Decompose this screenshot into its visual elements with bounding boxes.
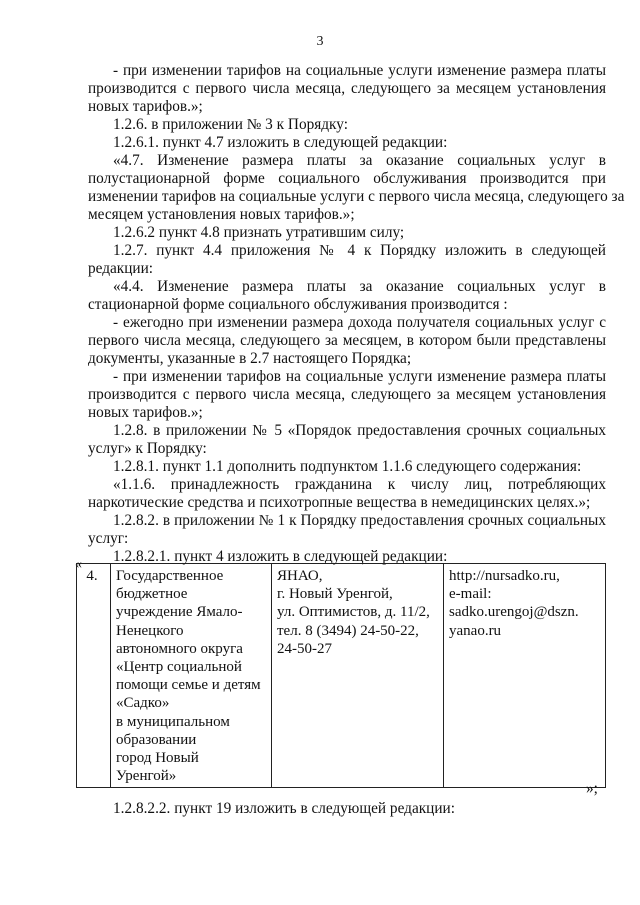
text-line: документы, указанные в 2.7 настоящего Порядка; — [88, 350, 412, 367]
text-line: «4.4. Изменение размера платы за оказание социальных услуг в — [113, 278, 606, 295]
close-quote: »; — [586, 780, 598, 797]
text-line: 1.2.8.1. пункт 1.1 дополнить подпунктом 1.1.6 следующего содержания: — [113, 458, 582, 475]
text-line: производится с первого числа месяца, следующего за месяцем установления — [88, 80, 606, 97]
text-line: производится с первого числа месяца, следующего за месяцем установления — [88, 386, 606, 403]
text-line: 1.2.7. пункт 4.4 приложения № 4 к Порядку изложить в следующей — [113, 242, 606, 259]
row-number-cell: 4. — [77, 564, 111, 788]
text-line: - при изменении тарифов на социальные услуги изменение размера платы — [113, 62, 606, 79]
text-line: 1.2.8.2.1. пункт 4 изложить в следующей редакции: — [113, 548, 448, 565]
address-cell: ЯНАО, г. Новый Уренгой, ул. Оптимистов, д. 11/2, тел. 8 (3494) 24-50-22, 24-50-27 — [272, 564, 444, 788]
contacts-cell: http://nursadko.ru, e-mail: sadko.urengoj@dszn. yanao.ru — [444, 564, 606, 788]
text-line: первого числа месяца, следующего за месяцем, в котором были представлены — [88, 332, 606, 349]
text-line: изменении тарифов на социальные услуги с первого числа месяца, следующего за — [88, 188, 625, 205]
text-line: 1.2.6. в приложении № 3 к Порядку: — [113, 116, 348, 133]
text-line: 1.2.6.2 пункт 4.8 признать утратившим силу; — [113, 224, 405, 241]
text-line: стационарной форме социального обслуживания производится : — [88, 296, 508, 313]
table-row — [77, 564, 606, 788]
text-line: услуг» к Порядку: — [88, 440, 207, 457]
text-line: 1.2.8. в приложении № 5 «Порядок предоставления срочных социальных — [113, 422, 606, 439]
text-line: редакции: — [88, 260, 154, 277]
text-line: «4.7. Изменение размера платы за оказание социальных услуг в — [113, 152, 606, 169]
page-number: 3 — [316, 34, 324, 49]
text-line: - при изменении тарифов на социальные услуги изменение размера платы — [113, 368, 606, 385]
text-line: услуг: — [88, 530, 129, 547]
text-line: месяцем установления новых тарифов.»; — [88, 206, 355, 223]
text-line: новых тарифов.»; — [88, 98, 203, 115]
text-line: - ежегодно при изменении размера дохода получателя социальных услуг с — [113, 314, 606, 331]
text-line: наркотические средства и психотропные вещества в немедицинских целях.»; — [88, 494, 591, 511]
text-line: «1.1.6. принадлежность гражданина к числу лиц, потребляющих — [113, 476, 606, 493]
text-line: полустационарной форме социального обслуживания производится при — [88, 170, 606, 187]
open-quote: « — [75, 557, 82, 572]
service-table — [76, 563, 606, 788]
text-line: 1.2.8.2. в приложении № 1 к Порядку предоставления срочных социальных — [113, 512, 606, 529]
institution-name-cell: Государственное бюджетное учреждение Ямало- Ненецкого автономного округа «Центр социальной помощи семье и детям «Садко» в муниципальном образовании город Новый Уренгой» — [111, 564, 272, 788]
text-line: новых тарифов.»; — [88, 404, 203, 421]
text-line: 1.2.8.2.2. пункт 19 изложить в следующей редакции: — [113, 800, 455, 817]
text-line: 1.2.6.1. пункт 4.7 изложить в следующей редакции: — [113, 134, 448, 151]
